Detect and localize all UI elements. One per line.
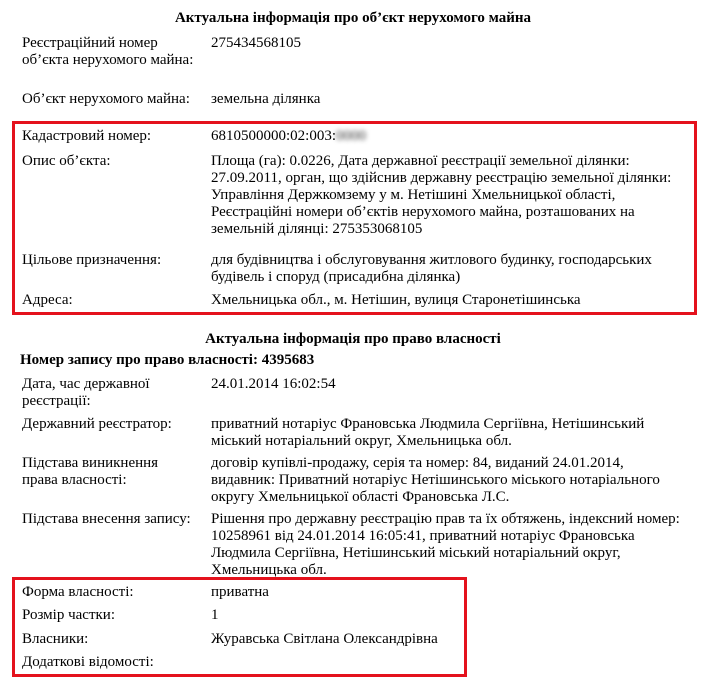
registrar-value: приватний нотаріус Франовська Людмила Сергіївна, Нетішинський міський нотаріальний округ, Хмельницька обл. bbox=[211, 416, 645, 449]
object-type-value: земельна ділянка bbox=[211, 91, 321, 107]
cadastral-number: 6810500000:02:003: bbox=[211, 128, 337, 144]
share-size-value: 1 bbox=[211, 607, 219, 623]
owners-value: Журавська Світлана Олександрівна bbox=[211, 631, 438, 647]
ownership-basis-value: договір купівлі-продажу, серія та номер: 84, виданий 24.01.2014, видавник: Приватний нотаріус Нетішинського міського нотаріального округу Хмельницької області Франовська Л.С. bbox=[211, 455, 660, 505]
entry-basis-value: Рішення про державну реєстрацію прав та їх обтяжень, індексний номер: 10258961 від 24.01.2014 16:05:41, приватний нотаріус Франовська Людмила Сергіївна, Нетішинський міський нотаріальний округ, Хмельницька обл. bbox=[211, 511, 680, 578]
registrar-label: Державний реєстратор: bbox=[22, 416, 172, 432]
ownership-form-label: Форма власності: bbox=[22, 584, 134, 600]
ownership-info-heading: Актуальна інформація про право власності bbox=[205, 331, 501, 347]
address-label: Адреса: bbox=[22, 292, 73, 308]
ownership-record-number: Номер запису про право власності: 4395683 bbox=[20, 352, 315, 368]
purpose-label: Цільове призначення: bbox=[22, 252, 162, 268]
entry-basis-label: Підстава внесення запису: bbox=[22, 511, 191, 527]
share-size-label: Розмір частки: bbox=[22, 607, 115, 623]
registration-date-value: 24.01.2014 16:02:54 bbox=[211, 376, 336, 392]
cadastral-value bbox=[211, 128, 689, 145]
cadastral-redacted-part: 0000 bbox=[336, 128, 367, 144]
object-type-label: Об’єкт нерухомого майна: bbox=[22, 91, 190, 107]
description-label: Опис об’єкта: bbox=[22, 153, 111, 169]
reg-number-value: 275434568105 bbox=[211, 35, 301, 51]
cadastral-label: Кадастровий номер: bbox=[22, 128, 152, 144]
ownership-form-value: приватна bbox=[211, 584, 269, 600]
description-value: Площа (га): 0.0226, Дата державної реєстрації земельної ділянки: 27.09.2011, орган, що здійснив державну реєстрацію земельної ділянки: Управління Держкомзему у м. Нетішині Хмельницької області, Реєстраційні номери об’єктів нерухомого майна, розташованих на земельній ділянці: 275353068105 bbox=[211, 153, 672, 237]
address-value: Хмельницька обл., м. Нетішин, вулиця Старонетішинська bbox=[211, 292, 581, 308]
owners-label: Власники: bbox=[22, 631, 89, 647]
reg-number-label: Реєстраційний номер об’єкта нерухомого майна: bbox=[22, 35, 194, 68]
registration-date-label: Дата, час державної реєстрації: bbox=[22, 376, 150, 409]
purpose-value: для будівництва і обслуговування житлового будинку, господарських будівель і споруд (присадибна ділянка) bbox=[211, 252, 652, 285]
object-info-heading: Актуальна інформація про об’єкт нерухомого майна bbox=[174, 10, 532, 26]
ownership-basis-label: Підстава виникнення права власності: bbox=[22, 455, 159, 488]
additional-info-label: Додаткові відомості: bbox=[22, 654, 154, 670]
